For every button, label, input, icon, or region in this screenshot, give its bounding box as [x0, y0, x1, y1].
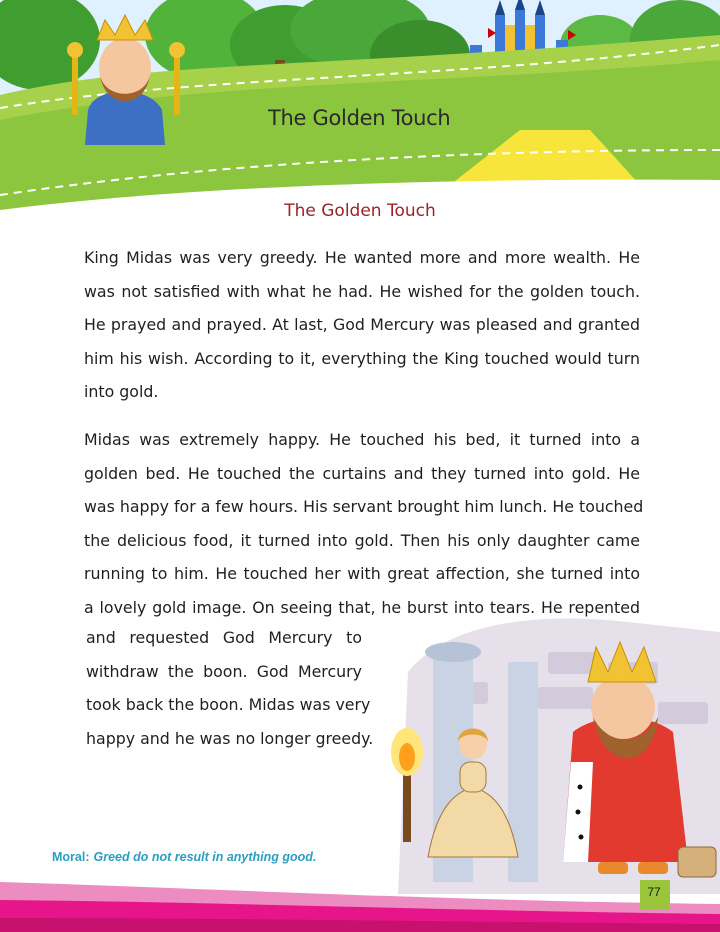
footer-band — [0, 860, 720, 932]
story-illustration — [388, 612, 720, 894]
moral-text: Greed do not result in anything good. — [93, 850, 317, 864]
text-line: was not satisfied with what he had. He wished for the golden touch. — [84, 281, 640, 301]
text-line: King Midas was very greedy. He wanted more and more wealth. He — [84, 248, 640, 267]
text-line: withdraw the boon. God Mercury — [86, 661, 362, 681]
moral-label: Moral: — [52, 850, 90, 864]
paragraph-2 — [84, 423, 644, 625]
text-line: Midas was extremely happy. He touched his bed, it turned into a — [84, 430, 640, 449]
text-line: and requested God Mercury to — [86, 628, 362, 647]
story-title: The Golden Touch — [284, 201, 436, 221]
text-line: was happy for a few hours. His servant brought him lunch. He touched — [84, 497, 644, 517]
text-line: running to him. He touched her with great affection, she turned into — [84, 564, 640, 584]
paragraph-3 — [86, 621, 374, 755]
text-line: into gold. — [84, 382, 159, 402]
text-line: He prayed and prayed. At last, God Mercury was pleased and granted — [84, 315, 640, 335]
text-line: golden bed. He touched the curtains and they turned into gold. He — [84, 463, 640, 483]
text-line: took back the boon. Midas was very — [86, 695, 371, 715]
paragraph-1 — [84, 241, 640, 409]
banner-title: The Golden Touch — [268, 106, 451, 130]
text-line: the delicious food, it turned into gold. Then his only daughter came — [84, 530, 640, 550]
text-line: him his wish. According to it, everything the King touched would turn — [84, 348, 640, 368]
page-number: 77 — [647, 885, 661, 899]
text-line: a lovely gold image. On seeing that, he burst into tears. He repented — [84, 597, 640, 617]
text-line: happy and he was no longer greedy. — [86, 728, 374, 748]
